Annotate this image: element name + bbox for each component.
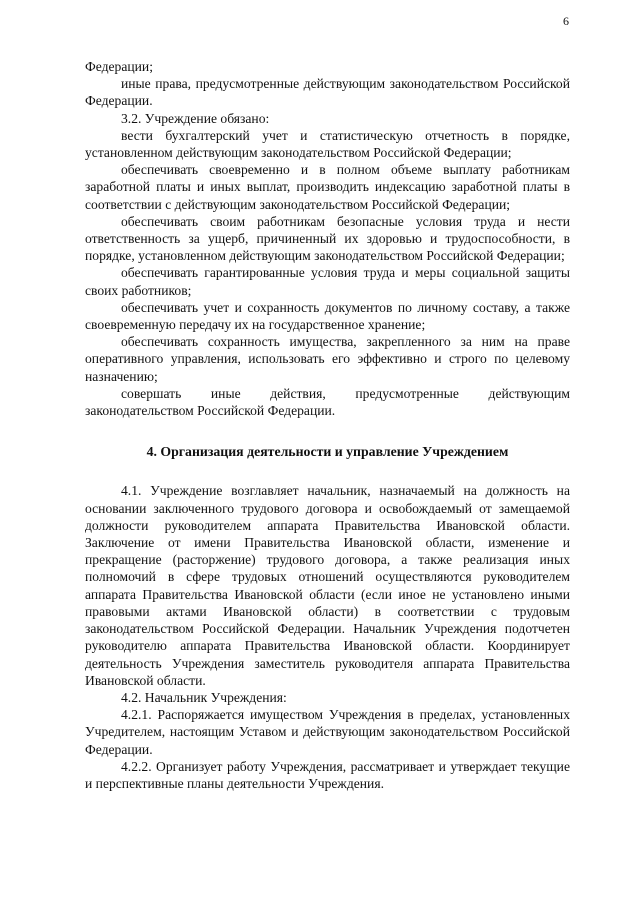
document-body [85,58,570,792]
section-3-obligations [85,58,570,419]
paragraph: обеспечивать учет и сохранность документов по личному составу, а также своевременную передачу их на государственное хранение; [85,299,570,333]
paragraph: Федерации; [85,59,153,74]
section-4-body [85,482,570,792]
paragraph: обеспечивать сохранность имущества, закрепленного за ним на праве оперативного управления, использовать его эффективно и строго по целевому назначению; [85,334,570,384]
paragraph: 3.2. Учреждение обязано: [121,110,270,126]
section-heading: 4. Организация деятельности и управление Учреждением [146,444,509,460]
paragraph: обеспечивать своим работникам безопасные условия труда и нести ответственность за ущерб, причиненный их здоровью и трудоспособности, в порядке, установленном действующим законодательством Российской Федерации; [85,213,570,264]
paragraph: иные права, предусмотренные действующим законодательством Российской Федерации. [85,76,570,109]
paragraph: обеспечивать своевременно и в полном объеме выплату работникам заработной платы и иных выплат, производить индексацию заработной платы в соответствии с действующим законодательством Российской Федерации; [85,162,570,212]
paragraph: 4.2.2. Организует работу Учреждения, рассматривает и утверждает текущие и перспективные планы деятельности Учреждения. [85,758,570,791]
paragraph: 4.2. Начальник Учреждения: [121,689,287,705]
paragraph: обеспечивать гарантированные условия труда и меры социальной защиты своих работников; [85,265,570,298]
paragraph: совершать иные действия, предусмотренные действующим законодательством Российской Федерации. [85,385,570,419]
page-number: 6 [563,14,569,28]
paragraph: вести бухгалтерский учет и статистическую отчетность в порядке, установленном действующим законодательством Российской Федерации; [85,127,570,161]
paragraph: 4.1. Учреждение возглавляет начальник, назначаемый на должность на основании заключенного трудового договора и освобождаемый от замещаемой должности руководителем аппарата Правительства Ивановской области. Заключение от имени Правительства Ивановской области, изменение и прекращение (расторжение) трудового договора, а также реализация иных полномочий в сфере трудовых отношений осуществляются руководителем аппарата Правительства Ивановской области (если иное не установлено иными правовыми актами Ивановской области) в соответствии с трудовым законодательством Российской Федерации. Начальник Учреждения подотчетен руководителю аппарата Правительства Ивановской области. Координирует деятельность Учреждения заместитель руководителя аппарата Правительства Ивановской области. [85,483,570,688]
paragraph: 4.2.1. Распоряжается имуществом Учреждения в пределах, установленных Учредителем, настоящим Уставом и действующим законодательством Российской Федерации. [85,707,570,757]
